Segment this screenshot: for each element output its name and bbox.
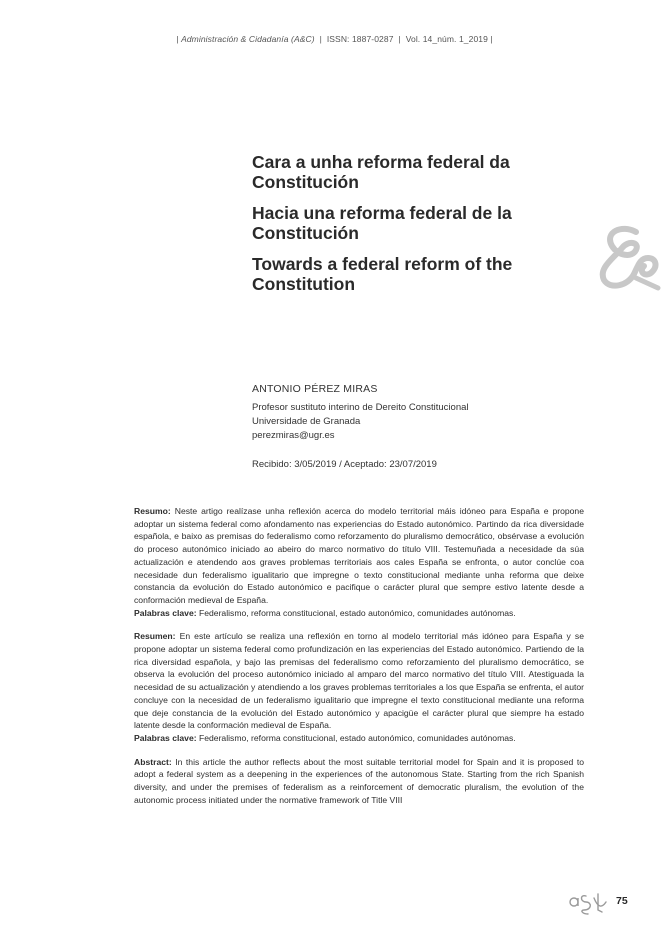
received-accepted-dates: Recibido: 3/05/2019 / Aceptado: 23/07/2019 [252, 459, 437, 470]
article-titles [252, 152, 582, 294]
author-name: ANTONIO PÉREZ MIRAS [252, 383, 378, 395]
issn: ISSN: 1887-0287 [326, 34, 394, 44]
volume: Vol. 14_núm. 1_2019 [405, 34, 488, 44]
resumo-label: Resumo: [134, 506, 171, 516]
author-email: perezmiras@ugr.es [252, 430, 335, 441]
keywords-spanish [134, 732, 584, 745]
keywords-galician [134, 607, 584, 620]
abstracts [134, 505, 584, 817]
keywords-label-spanish: Palabras clave: [134, 732, 197, 743]
resumo-block [134, 505, 584, 619]
resumo-paragraph [134, 505, 584, 607]
abstract-paragraph [134, 756, 584, 807]
resumo-text: Neste artigo realízase unha reflexión acerca do modelo territorial máis idóneo para España e propone adoptar un sistema federal como afondamento nas experiencias do Estado autonómico. Partindo da rica diversidade española, e baixo as premisas do federalismo como reforzamento do pluralismo democrático, obsérvase a evolución do proceso autonómico iniciado ao abeiro do marco normativo do título VIII. Testemuñada a necesidade da súa actualización e atendendo aos graves problemas territoriais aos cales España se enfronta, o autor conclúe coa necesidade dun federalismo igualitario que impregne o texto constitucional mediante unha reforma que deixe constancia da evolución do Estado autonómico e pacifique o carácter plural que sempre estivo latente desde a conformación medieval de España. [134, 506, 584, 605]
page-number: 75 [616, 895, 628, 907]
resumen-block [134, 630, 584, 744]
abstract-text: In this article the author reflects about the most suitable territorial model for Spain and it is proposed to adopt a federal system as a deepening in the experiences of the autonomous State. Starting from the rich Spanish diversity, and under the premises of federalism as a reinforcement of democratic pluralism, the evolution of the autonomic process initiated under the normative framework of Title VIII [134, 756, 584, 805]
ampersand-logo-icon [592, 222, 664, 294]
journal-name: Administración & Cidadanía (A&C) [181, 34, 315, 44]
journal-header: | Administración & Cidadanía (A&C) | ISSN: 1887-0287 | Vol. 14_núm. 1_2019 | [176, 34, 493, 44]
author-position: Profesor sustituto interino de Dereito Constitucional [252, 402, 469, 413]
resumen-label: Resumen: [134, 631, 176, 642]
abstract-block [134, 756, 584, 807]
keywords-text-galician: Federalismo, reforma constitucional, estado autonómico, comunidades autónomas. [198, 607, 516, 618]
resumen-paragraph [134, 630, 584, 732]
title-english: Towards a federal reform of the Constitution [252, 254, 513, 294]
author-university: Universidade de Granada [252, 416, 361, 427]
resumen-text: En este artículo se realiza una reflexión en torno al modelo territorial más idóneo para España y se propone adoptar un sistema federal como profundización en las experiencias del Estado autonómico. Partiendo de la rica diversidad española, y bajo las premisas del federalismo como reforzamiento del pluralismo democrático, se observa la evolución del proceso autonómico iniciado al amparo del marco normativo del título VIII. Atestiguada la necesidad de su actualización y atendiendo a los graves problemas territoriales a los que España se enfrenta, el autor concluye con la necesidad de un federalismo igualitario que impregne el texto constitucional mediante una reforma que deje constancia de la evolución del Estado autonómico y apacigüe el carácter plural que siempre ha estado latente desde la conformación medieval de España. [134, 631, 585, 731]
author-block [252, 382, 582, 472]
journal-logo-icon [568, 888, 612, 918]
title-spanish: Hacia una reforma federal de la Constitución [252, 203, 512, 243]
abstract-label: Abstract: [134, 756, 172, 767]
keywords-label-galician: Palabras clave: [134, 607, 197, 618]
keywords-text-spanish: Federalismo, reforma constitucional, estado autonómico, comunidades autónomas. [198, 732, 516, 743]
title-galician: Cara a unha reforma federal da Constitución [252, 152, 510, 192]
